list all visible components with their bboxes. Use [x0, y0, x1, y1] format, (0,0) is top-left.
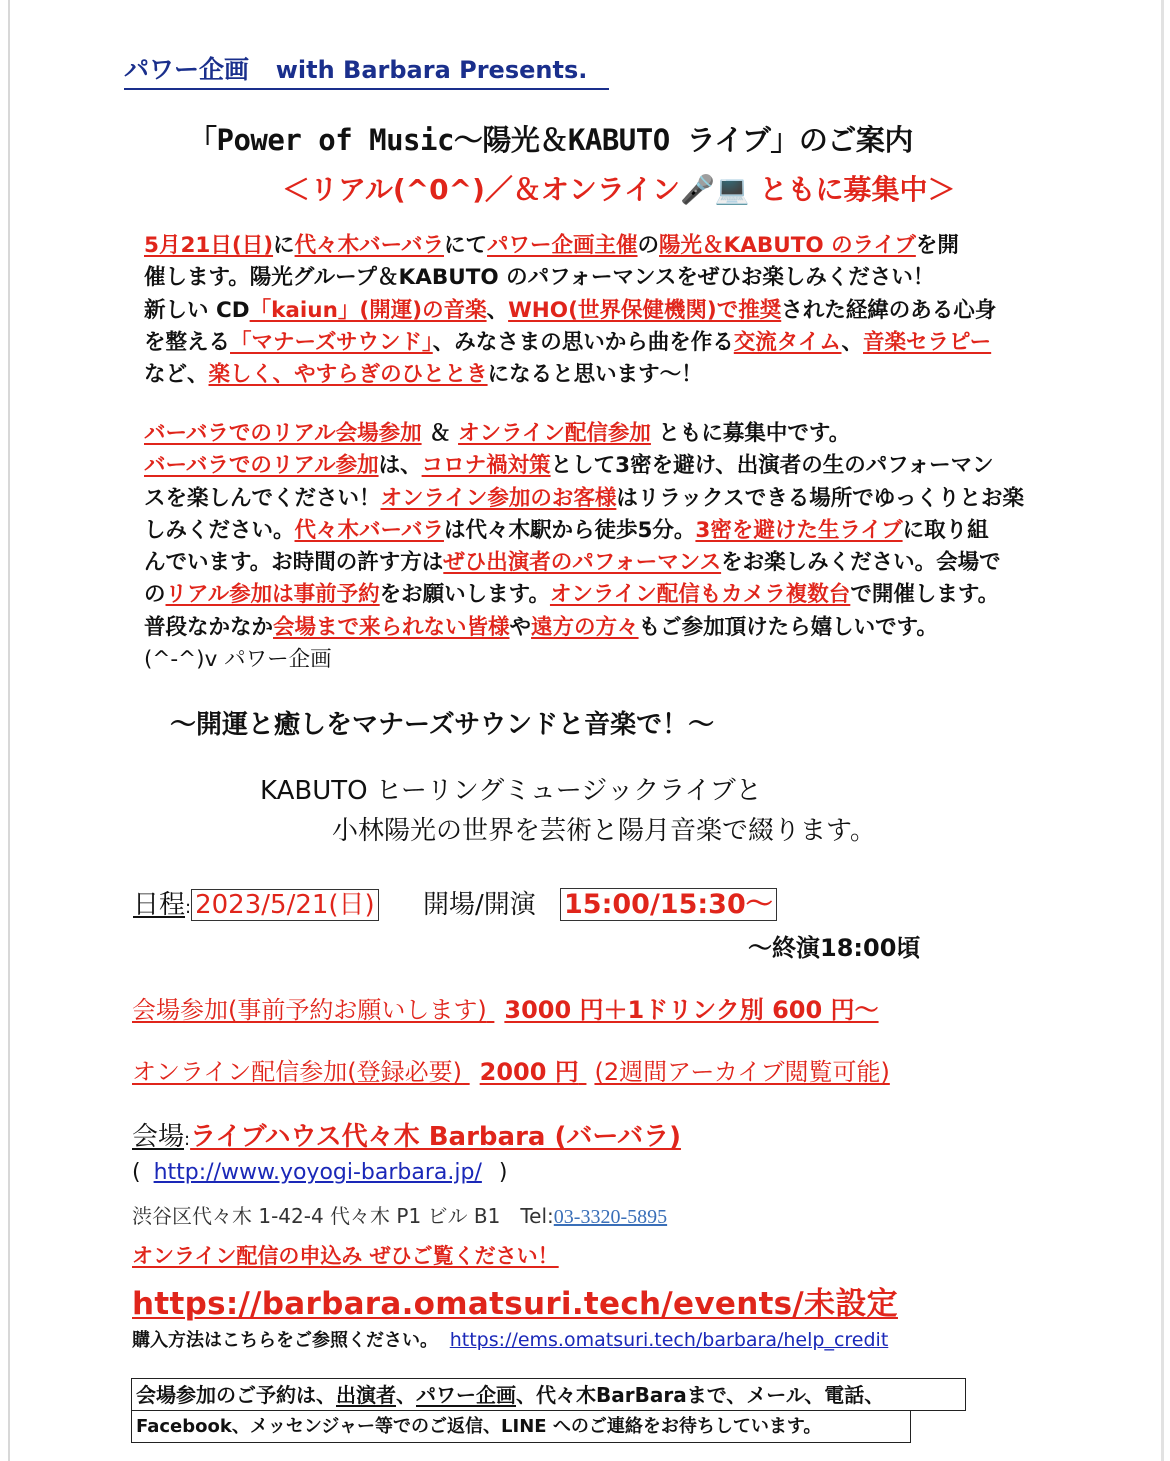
schedule-date: 2023/5/21(日): [191, 889, 379, 921]
schedule-label: 日程: [133, 890, 186, 920]
details-line-4: しみください。代々木バーバラは代々木駅から徒歩5分。3密を避けた生ライブに取り組: [144, 517, 989, 543]
price-online-value: 2000 円: [479, 1058, 579, 1086]
details-line-2: バーバラでのリアル参加は、コロナ禍対策として3密を避け、出演者の生のパフォーマン: [144, 453, 994, 479]
details-line-3: スを楽しんでください！オンライン参加のお客様はリラックスできる場所でゆっくりとお楽: [144, 485, 1025, 511]
header-label-en: with Barbara Presents.: [275, 56, 588, 84]
end-time: ～終演18:00頃: [748, 934, 921, 962]
details-line-7: 普段なかなか会場まで来られない皆様や遠方の方々もご参加頂けたら嬉しいです。: [144, 614, 938, 640]
online-event-url[interactable]: https://barbara.omatsuri.tech/events/未設定: [132, 1286, 898, 1322]
event-subtitle: ＜リアル(^0^)／＆オンライン🎤💻 ともに募集中＞: [282, 173, 956, 206]
venue-row: 会場:ライブハウス代々木 Barbara (バーバラ): [132, 1122, 681, 1152]
price-venue-value: 3000 円＋1ドリンク別 600 円～: [504, 996, 879, 1024]
intro-line-1: 5月21日(日)に代々木バーバラにてパワー企画主催の陽光＆KABUTO のライブを開: [144, 233, 959, 258]
venue-address: 渋谷区代々木 1-42-4 代々木 P1 ビル B1 Tel:: [132, 1204, 554, 1228]
intro-line-2: 催します。陽光グループ＆KABUTO のパフォーマンスをぜひお楽しみください！: [144, 265, 935, 291]
price-online-label: オンライン配信参加(登録必要): [132, 1058, 463, 1086]
schedule-row: 日程: 2023/5/21(日) 開場/開演 15:00/15:30～: [133, 882, 777, 921]
purchase-text: 購入方法はこちらをご参照ください。: [132, 1330, 438, 1351]
intro-line-3: 新しい CD「kaiun」(開運)の音楽、WHO(世界保健機関)で推奨された経緯のある心身: [144, 297, 997, 323]
reservation-line-2: Facebook、メッセンジャー等でのご返信、LINE へのご連絡をお待ちしています。: [131, 1410, 911, 1443]
event-title: 「Power of Music～陽光＆KABUTO ライブ」のご案内: [188, 123, 913, 157]
details-line-5: んでいます。お時間の許す方はぜひ出演者のパフォーマンスをお楽しみください。会場で: [144, 550, 1001, 576]
venue-name: ライブハウス代々木 Barbara (バーバラ): [190, 1122, 681, 1152]
intro-paragraph: [144, 230, 996, 391]
price-online-row: [132, 1052, 890, 1087]
venue-tel-link[interactable]: 03-3320-5895: [553, 1206, 668, 1228]
venue-address-row: [132, 1200, 667, 1229]
open-time: 15:00/15:30～: [560, 888, 777, 921]
tagline: ～開運と癒しをマナーズサウンドと音楽で！～: [170, 710, 715, 740]
purchase-row: [132, 1326, 888, 1352]
price-venue-label: 会場参加(事前予約お願いします): [132, 996, 487, 1024]
details-line-6: のリアル参加は事前予約をお願いします。オンライン配信もカメラ複数台で開催します。: [144, 582, 1000, 608]
venue-url-link[interactable]: http://www.yoyogi-barbara.jp/: [153, 1160, 482, 1185]
open-label: 開場/開演: [422, 890, 536, 920]
price-venue-row: [132, 990, 897, 1025]
details-sign: (^-^)v パワー企画: [144, 647, 332, 673]
purchase-url-link[interactable]: https://ems.omatsuri.tech/barbara/help_credit: [449, 1329, 889, 1351]
online-heading: オンライン配信の申込み ぜひご覧ください！: [132, 1244, 559, 1268]
price-online-note: (2週間アーカイブ閲覧可能): [594, 1058, 890, 1086]
page-right-edge: [1161, 0, 1164, 1461]
details-line-1: バーバラでのリアル会場参加 ＆ オンライン配信参加 ともに募集中です。: [144, 421, 851, 446]
venue-label: 会場: [132, 1122, 185, 1152]
intro-line-4: を整える「マナーズサウンド」、みなさまの思いから曲を作る交流タイム、音楽セラピー: [144, 329, 992, 355]
intro-line-5: など、楽しく、やすらぎのひとときになると思います～！: [144, 362, 703, 388]
header-presenter: [124, 50, 609, 90]
page-left-edge: [8, 0, 10, 1461]
reservation-line-1: 会場参加のご予約は、出演者、パワー企画、代々木BarBaraまで、メール、電話、: [131, 1378, 966, 1411]
description-line-1: KABUTO ヒーリングミュージックライブと: [260, 776, 762, 806]
venue-url-row: ( http://www.yoyogi-barbara.jp/ ): [132, 1160, 508, 1185]
details-paragraph: [144, 418, 1024, 676]
header-label-jp: パワー企画: [124, 55, 250, 84]
description-line-2: 小林陽光の世界を芸術と陽月音楽で綴ります。: [332, 816, 876, 846]
